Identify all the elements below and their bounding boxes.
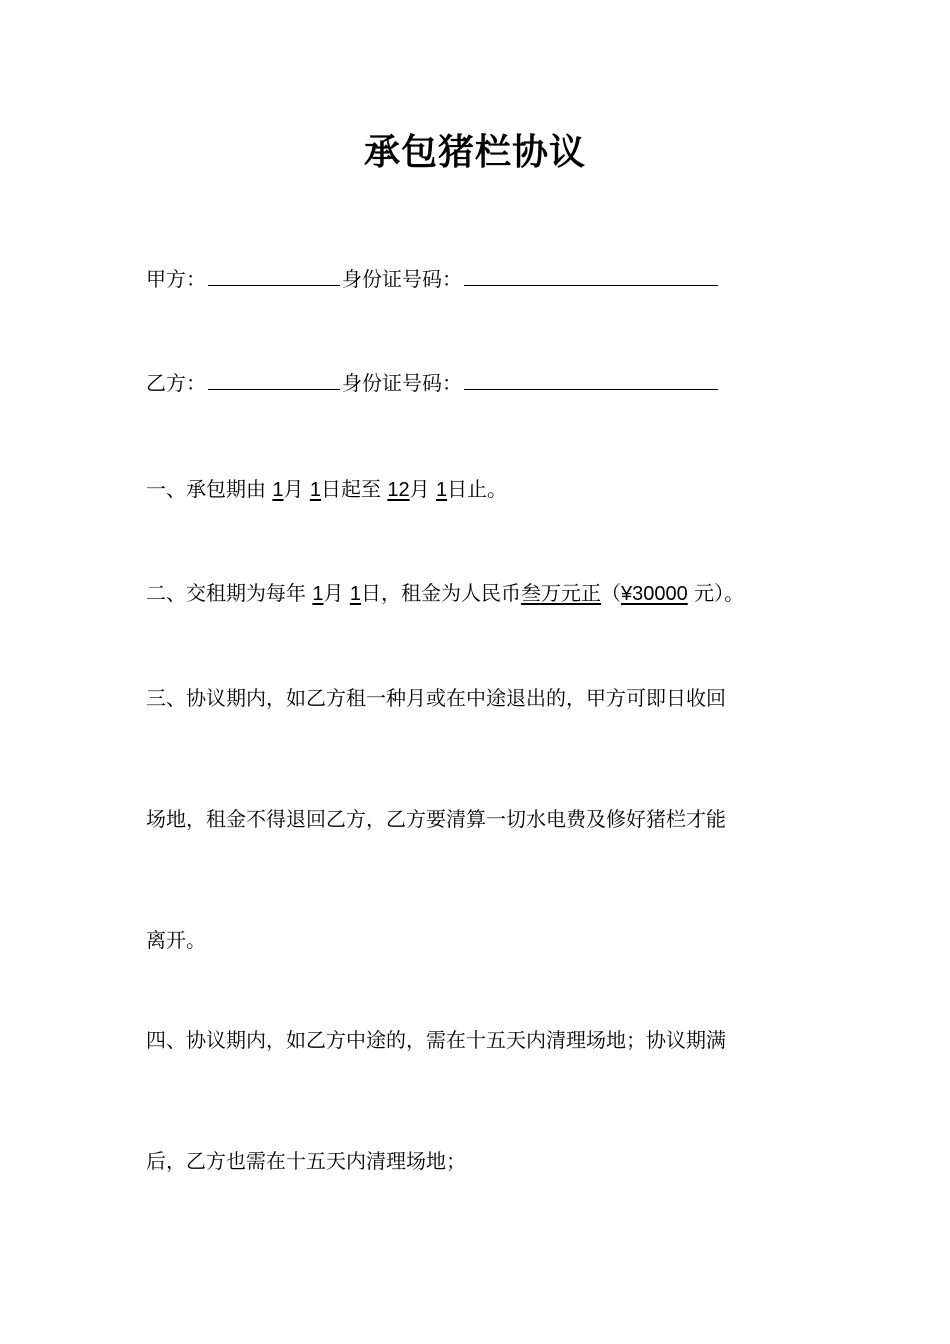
clause-2 xyxy=(146,579,744,608)
clause-1-month-char-1: 月 xyxy=(283,477,304,501)
clause-2-month: 1 xyxy=(312,583,324,605)
clause-3-line-3: 离开。 xyxy=(146,928,206,952)
clause-2-amount-figure: ¥30000 xyxy=(620,583,688,605)
party-a-line xyxy=(146,265,720,293)
party-a-id-label: 身份证号码： xyxy=(342,267,462,291)
clause-3-line-2: 场地，租金不得退回乙方，乙方要清算一切水电费及修好猪栏才能 xyxy=(146,807,726,831)
clause-1 xyxy=(146,475,507,504)
clause-2-unit: 元）。 xyxy=(694,581,745,605)
page-title: 承包猪栏协议 xyxy=(363,131,586,173)
party-a-id-blank[interactable] xyxy=(464,265,718,286)
clause-1-start-day: 1 xyxy=(309,479,321,501)
party-b-id-label: 身份证号码： xyxy=(342,371,462,395)
clause-2-paren-open: （ xyxy=(600,581,621,605)
clause-2-day: 1 xyxy=(349,583,361,605)
clause-2-amount-words: 叁万元正 xyxy=(520,581,601,605)
party-b-line xyxy=(146,369,720,397)
clause-1-end-day: 1 xyxy=(435,479,448,501)
clause-2-mid: 日，租金为人民币 xyxy=(360,581,521,605)
clause-2-prefix: 二、交租期为每年 xyxy=(146,581,306,605)
clause-4-line-1: 四、协议期内，如乙方中途的，需在十五天内清理场地；协议期满 xyxy=(146,1028,726,1052)
party-b-id-blank[interactable] xyxy=(464,369,718,390)
party-b-name-blank[interactable] xyxy=(208,369,340,390)
clause-1-suffix: 日止。 xyxy=(447,477,508,501)
party-a-name-blank[interactable] xyxy=(208,265,340,286)
party-a-label: 甲方： xyxy=(146,267,206,291)
clause-2-month-char: 月 xyxy=(323,581,344,605)
clause-4-line-2: 后，乙方也需在十五天内清理场地； xyxy=(146,1149,466,1173)
clause-1-start-month: 1 xyxy=(272,479,284,501)
clause-3-line-1: 三、协议期内，如乙方租一种月或在中途退出的，甲方可即日收回 xyxy=(146,686,726,710)
clause-1-month-char-2: 月 xyxy=(409,477,430,501)
clause-1-end-month: 12 xyxy=(387,479,410,501)
clause-1-mid: 日起至 xyxy=(320,477,381,501)
party-b-label: 乙方： xyxy=(146,371,206,395)
clause-1-prefix: 一、承包期由 xyxy=(146,477,266,501)
